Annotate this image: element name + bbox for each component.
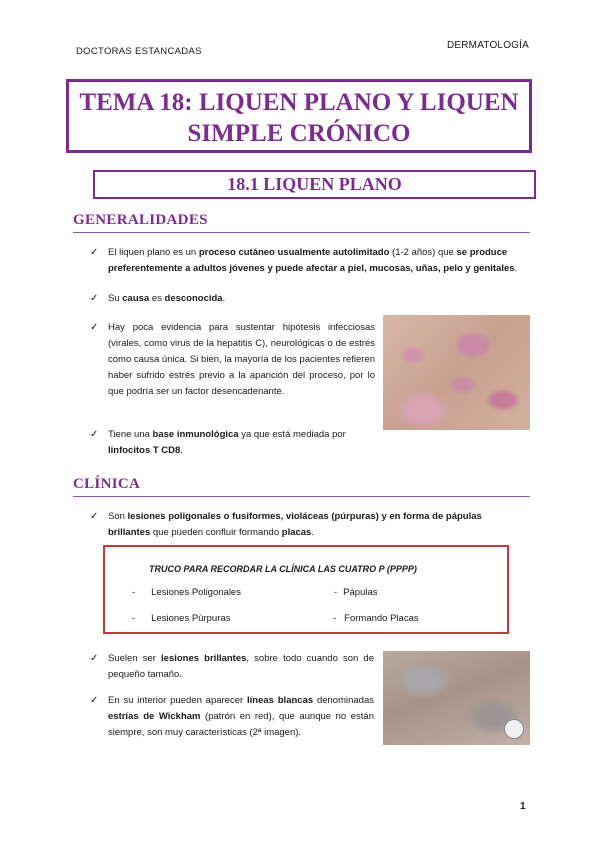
page-title	[69, 87, 529, 149]
liquen-plano-photo	[383, 315, 530, 430]
title-box	[66, 79, 532, 153]
estrias-wickham-photo	[383, 651, 530, 745]
title-line2: SIMPLE CRÓNICO	[187, 120, 411, 147]
check-icon: ✓	[90, 293, 99, 304]
section-rule	[73, 232, 530, 233]
truco-item: - Lesiones Poligonales	[132, 587, 241, 598]
section-generalidades: GENERALIDADES	[73, 212, 208, 228]
bullet-3: ✓ Hay poca evidencia para sustentar hipótesis infecciosas (virales, como virus de la hepatitis C), neurológicas o de estrés como causa única. Si bien, la mayoría de los pacientes refieren haber sufrido estrés previo a la aparición del proceso, por lo que podría ser un factor desencadenante.	[90, 322, 375, 397]
check-icon: ✓	[90, 247, 99, 258]
bullet-2: ✓ Su causa es desconocida.	[108, 291, 508, 307]
bullet-4: ✓ Tiene una base inmunológica ya que está mediada por linfocitos T CD8.	[90, 429, 346, 456]
subtitle: 18.1 LIQUEN PLANO	[227, 174, 402, 194]
check-icon: ✓	[90, 322, 99, 333]
truco-item: - Lesiones Púrpuras	[132, 613, 231, 624]
check-icon: ✓	[90, 653, 99, 664]
bullet-6: ✓ Suelen ser lesiones brillantes, sobre todo cuando son de pequeño tamaño.	[90, 653, 374, 680]
truco-box	[103, 545, 509, 634]
header-right: DERMATOLOGÍA	[446, 40, 529, 51]
title-line1: TEMA 18: LIQUEN PLANO Y LIQUEN	[79, 89, 519, 116]
truco-item: - Pápulas	[334, 587, 378, 598]
bullet-7: ✓ En su interior pueden aparecer líneas blancas denominadas estrías de Wickham (patrón en red), que aunque no están siempre, son muy características (2ª imagen).	[90, 695, 375, 738]
subtitle-box	[93, 170, 536, 199]
check-icon: ✓	[90, 429, 99, 440]
header-left: DOCTORAS ESTANCADAS	[76, 46, 202, 57]
check-icon: ✓	[90, 511, 99, 522]
truco-heading: TRUCO PARA RECORDAR LA CLÍNICA LAS CUATRO P (PPPP)	[149, 564, 417, 574]
truco-item: - Formando Placas	[333, 613, 419, 624]
bullet-5: ✓ Son lesiones poligonales o fusiformes, violáceas (púrpuras) y en forma de pápulas brillantes que pueden confluir formando placas.	[90, 511, 482, 538]
bullet-1: ✓ El liquen plano es un proceso cutáneo usualmente autolimitado (1-2 años) que se produce preferentemente a adultos jóvenes y puede afectar a piel, mucosas, uñas, pelo y genitales.	[90, 247, 518, 274]
section-clinica: CLÍNICA	[73, 476, 141, 492]
page-number: 1	[520, 801, 526, 812]
watermark-logo	[504, 719, 524, 739]
check-icon: ✓	[90, 695, 99, 706]
section-rule	[73, 496, 530, 497]
